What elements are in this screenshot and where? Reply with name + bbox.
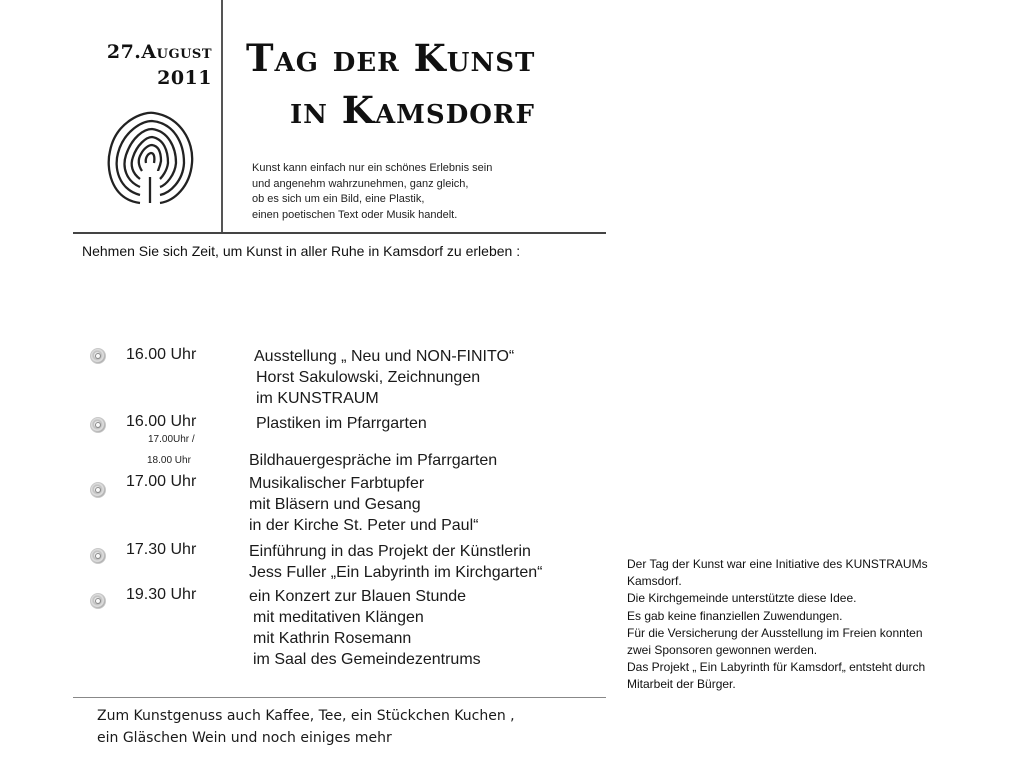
footer-text bbox=[97, 705, 515, 749]
side-note-line: Die Kirchgemeinde unterstützte diese Idee. bbox=[627, 591, 857, 606]
event-date bbox=[92, 39, 212, 91]
page-title-line1: Tag der Kunst bbox=[246, 36, 536, 80]
intro-line: und angenehm wahrzunehmen, ganz gleich, bbox=[252, 177, 469, 190]
header-divider-horizontal bbox=[73, 232, 606, 234]
event-time: 17.00 Uhr bbox=[126, 473, 197, 490]
round-bullet-icon bbox=[90, 548, 106, 564]
event-line: Einführung in das Projekt der Künstlerin bbox=[249, 543, 531, 560]
event-line: Jess Fuller „Ein Labyrinth im Kirchgarten“ bbox=[249, 564, 543, 581]
event-line: mit meditativen Klängen bbox=[253, 609, 424, 626]
date-day: 27.August bbox=[106, 41, 212, 63]
event-line: ein Konzert zur Blauen Stunde bbox=[249, 588, 467, 605]
side-note-line: zwei Sponsoren gewonnen werden. bbox=[627, 643, 818, 658]
date-year: 2011 bbox=[157, 67, 212, 89]
event-line: mit Bläsern und Gesang bbox=[249, 496, 421, 513]
intro-line: ob es sich um ein Bild, eine Plastik, bbox=[252, 193, 425, 205]
event-description: Bildhauergespräche im Pfarrgarten bbox=[249, 452, 498, 469]
intro-line: Kunst kann einfach nur ein schönes Erlebnis sein bbox=[252, 162, 493, 174]
event-time: 17.30 Uhr bbox=[126, 541, 197, 558]
intro-line: einen poetischen Text oder Musik handelt. bbox=[252, 208, 458, 221]
event-time: 19.30 Uhr bbox=[126, 586, 197, 603]
side-note-line: Für die Versicherung der Ausstellung im Freien konnten bbox=[627, 625, 923, 640]
side-note bbox=[627, 556, 928, 694]
event-line: Plastiken im Pfarrgarten bbox=[256, 415, 427, 432]
event-line: Horst Sakulowski, Zeichnungen bbox=[256, 369, 481, 386]
side-note-line: Mitarbeit der Bürger. bbox=[627, 677, 736, 692]
footer-line: ein Gläschen Wein und noch einiges mehr bbox=[97, 730, 392, 746]
round-bullet-icon bbox=[90, 417, 106, 433]
event-line: im KUNSTRAUM bbox=[256, 390, 379, 407]
footer-line: Zum Kunstgenuss auch Kaffee, Tee, ein Stückchen Kuchen , bbox=[97, 708, 515, 724]
event-line: in der Kirche St. Peter und Paul“ bbox=[249, 517, 479, 534]
header-divider-vertical bbox=[221, 0, 223, 233]
round-bullet-icon bbox=[90, 593, 106, 609]
event-description bbox=[254, 346, 514, 409]
footer-divider bbox=[73, 697, 606, 698]
event-time-small: 17.00Uhr / bbox=[148, 434, 195, 445]
side-note-line: Kamsdorf. bbox=[627, 574, 682, 589]
event-description bbox=[249, 586, 481, 670]
side-note-line: Das Projekt „ Ein Labyrinth für Kamsdorf„ entsteht durch bbox=[627, 660, 926, 675]
page-title-line2: in Kamsdorf bbox=[290, 88, 535, 132]
intro-text bbox=[252, 161, 492, 223]
side-note-line: Es gab keine finanziellen Zuwendungen. bbox=[627, 608, 843, 623]
side-note-line: Der Tag der Kunst war eine Initiative des KUNSTRAUMs bbox=[627, 557, 928, 571]
round-bullet-icon bbox=[90, 348, 106, 364]
labyrinth-icon bbox=[104, 107, 196, 207]
tagline: Nehmen Sie sich Zeit, um Kunst in aller Ruhe in Kamsdorf zu erleben : bbox=[82, 243, 521, 259]
event-time-small: 18.00 Uhr bbox=[147, 455, 191, 466]
event-line: Musikalischer Farbtupfer bbox=[249, 475, 425, 492]
event-description bbox=[256, 413, 427, 434]
event-line: im Saal des Gemeindezentrums bbox=[253, 651, 481, 668]
event-description bbox=[249, 541, 542, 583]
event-time: 16.00 Uhr bbox=[126, 346, 197, 363]
event-line: mit Kathrin Rosemann bbox=[253, 630, 412, 647]
event-description bbox=[249, 473, 478, 536]
round-bullet-icon bbox=[90, 482, 106, 498]
event-line: Ausstellung „ Neu und NON-FINITO“ bbox=[254, 348, 515, 365]
event-time: 16.00 Uhr bbox=[126, 413, 197, 430]
